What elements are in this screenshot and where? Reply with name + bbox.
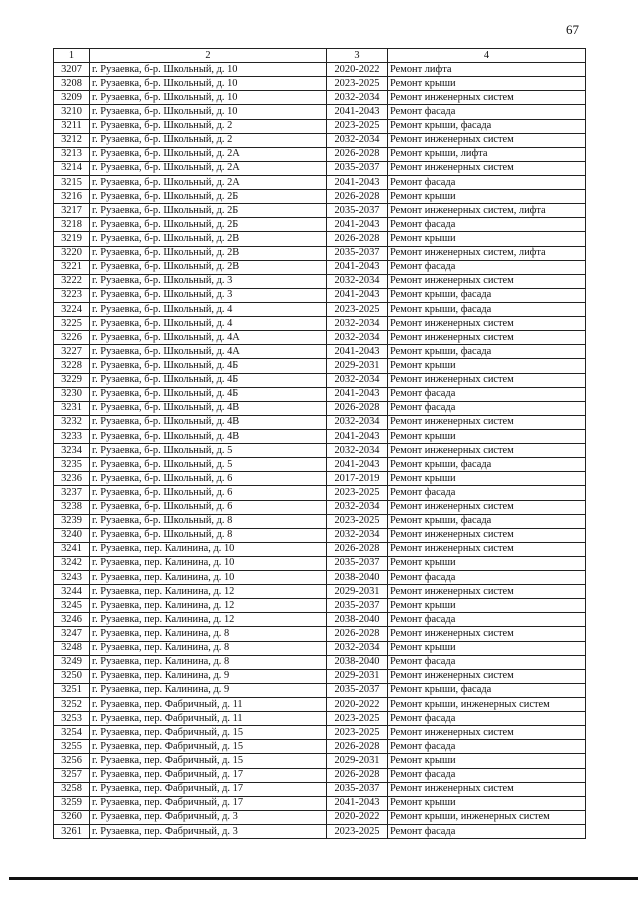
column-header-work: 4 xyxy=(388,49,586,63)
table-row xyxy=(54,274,586,288)
row-work-type: Ремонт инженерных систем xyxy=(388,373,586,387)
column-header-years: 3 xyxy=(327,49,388,63)
row-work-type: Ремонт крыши xyxy=(388,77,586,91)
table-body xyxy=(54,63,586,839)
table-header xyxy=(54,49,586,63)
table-row xyxy=(54,669,586,683)
table-row xyxy=(54,401,586,415)
row-years: 2038-2040 xyxy=(327,613,388,627)
table-row xyxy=(54,190,586,204)
row-address: г. Рузаевка, б-р. Школьный, д. 4А xyxy=(90,331,327,345)
row-work-type: Ремонт крыши, инженерных систем xyxy=(388,698,586,712)
row-work-type: Ремонт лифта xyxy=(388,63,586,77)
row-work-type: Ремонт крыши xyxy=(388,472,586,486)
row-years: 2041-2043 xyxy=(327,260,388,274)
table-row xyxy=(54,345,586,359)
row-number: 3225 xyxy=(54,317,90,331)
row-work-type: Ремонт фасада xyxy=(388,712,586,726)
row-years: 2020-2022 xyxy=(327,810,388,824)
row-work-type: Ремонт инженерных систем xyxy=(388,415,586,429)
table-row xyxy=(54,627,586,641)
row-years: 2023-2025 xyxy=(327,486,388,500)
row-address: г. Рузаевка, б-р. Школьный, д. 5 xyxy=(90,458,327,472)
row-work-type: Ремонт инженерных систем xyxy=(388,669,586,683)
row-address: г. Рузаевка, б-р. Школьный, д. 2 xyxy=(90,119,327,133)
row-number: 3257 xyxy=(54,768,90,782)
row-years: 2029-2031 xyxy=(327,669,388,683)
row-number: 3233 xyxy=(54,429,90,443)
table-row xyxy=(54,585,586,599)
row-address: г. Рузаевка, б-р. Школьный, д. 2 xyxy=(90,133,327,147)
row-work-type: Ремонт фасада xyxy=(388,571,586,585)
table-row xyxy=(54,712,586,726)
row-number: 3240 xyxy=(54,528,90,542)
row-work-type: Ремонт крыши, фасада xyxy=(388,345,586,359)
row-years: 2032-2034 xyxy=(327,444,388,458)
table-row xyxy=(54,740,586,754)
row-work-type: Ремонт фасада xyxy=(388,218,586,232)
table-row xyxy=(54,317,586,331)
row-number: 3249 xyxy=(54,655,90,669)
row-work-type: Ремонт инженерных систем xyxy=(388,444,586,458)
column-header-address: 2 xyxy=(90,49,327,63)
row-work-type: Ремонт фасада xyxy=(388,768,586,782)
row-address: г. Рузаевка, б-р. Школьный, д. 2Б xyxy=(90,190,327,204)
row-years: 2023-2025 xyxy=(327,77,388,91)
row-work-type: Ремонт крыши, фасада xyxy=(388,458,586,472)
row-work-type: Ремонт фасада xyxy=(388,740,586,754)
row-years: 2032-2034 xyxy=(327,641,388,655)
row-address: г. Рузаевка, пер. Калинина, д. 10 xyxy=(90,571,327,585)
row-number: 3241 xyxy=(54,542,90,556)
row-work-type: Ремонт инженерных систем xyxy=(388,542,586,556)
table-row xyxy=(54,782,586,796)
row-years: 2023-2025 xyxy=(327,726,388,740)
row-address: г. Рузаевка, б-р. Школьный, д. 10 xyxy=(90,91,327,105)
row-years: 2035-2037 xyxy=(327,556,388,570)
row-number: 3229 xyxy=(54,373,90,387)
row-years: 2032-2034 xyxy=(327,91,388,105)
table-row xyxy=(54,91,586,105)
row-number: 3237 xyxy=(54,486,90,500)
row-address: г. Рузаевка, б-р. Школьный, д. 2А xyxy=(90,161,327,175)
row-number: 3219 xyxy=(54,232,90,246)
row-number: 3236 xyxy=(54,472,90,486)
page-number: 67 xyxy=(566,22,579,37)
row-address: г. Рузаевка, пер. Фабричный, д. 3 xyxy=(90,825,327,839)
row-number: 3253 xyxy=(54,712,90,726)
row-work-type: Ремонт фасада xyxy=(388,260,586,274)
row-address: г. Рузаевка, пер. Фабричный, д. 17 xyxy=(90,782,327,796)
row-years: 2038-2040 xyxy=(327,571,388,585)
scan-edge-line xyxy=(9,877,638,880)
row-work-type: Ремонт инженерных систем xyxy=(388,91,586,105)
row-address: г. Рузаевка, б-р. Школьный, д. 4 xyxy=(90,317,327,331)
row-number: 3224 xyxy=(54,302,90,316)
row-address: г. Рузаевка, б-р. Школьный, д. 4Б xyxy=(90,387,327,401)
row-years: 2041-2043 xyxy=(327,345,388,359)
row-number: 3231 xyxy=(54,401,90,415)
row-address: г. Рузаевка, б-р. Школьный, д. 10 xyxy=(90,63,327,77)
row-number: 3210 xyxy=(54,105,90,119)
table-row xyxy=(54,444,586,458)
row-work-type: Ремонт инженерных систем xyxy=(388,274,586,288)
table-row xyxy=(54,613,586,627)
row-work-type: Ремонт инженерных систем xyxy=(388,331,586,345)
row-years: 2035-2037 xyxy=(327,599,388,613)
row-address: г. Рузаевка, б-р. Школьный, д. 2В xyxy=(90,260,327,274)
row-years: 2026-2028 xyxy=(327,147,388,161)
row-number: 3254 xyxy=(54,726,90,740)
row-years: 2023-2025 xyxy=(327,712,388,726)
row-work-type: Ремонт инженерных систем xyxy=(388,782,586,796)
row-years: 2038-2040 xyxy=(327,655,388,669)
row-address: г. Рузаевка, б-р. Школьный, д. 4А xyxy=(90,345,327,359)
row-years: 2017-2019 xyxy=(327,472,388,486)
table-row xyxy=(54,359,586,373)
row-address: г. Рузаевка, б-р. Школьный, д. 4В xyxy=(90,415,327,429)
row-work-type: Ремонт крыши, фасада xyxy=(388,302,586,316)
table-row xyxy=(54,105,586,119)
table-row xyxy=(54,514,586,528)
row-address: г. Рузаевка, б-р. Школьный, д. 6 xyxy=(90,472,327,486)
row-years: 2023-2025 xyxy=(327,302,388,316)
table-row xyxy=(54,754,586,768)
row-years: 2020-2022 xyxy=(327,63,388,77)
row-work-type: Ремонт инженерных систем xyxy=(388,161,586,175)
table-row xyxy=(54,796,586,810)
table-row xyxy=(54,542,586,556)
row-number: 3222 xyxy=(54,274,90,288)
row-number: 3232 xyxy=(54,415,90,429)
row-address: г. Рузаевка, б-р. Школьный, д. 4В xyxy=(90,401,327,415)
table-row xyxy=(54,571,586,585)
table-row xyxy=(54,641,586,655)
row-work-type: Ремонт крыши xyxy=(388,556,586,570)
row-number: 3207 xyxy=(54,63,90,77)
table-row xyxy=(54,458,586,472)
row-years: 2032-2034 xyxy=(327,500,388,514)
row-address: г. Рузаевка, пер. Калинина, д. 9 xyxy=(90,683,327,697)
row-work-type: Ремонт фасада xyxy=(388,655,586,669)
repair-schedule-table xyxy=(53,48,586,839)
row-number: 3255 xyxy=(54,740,90,754)
row-address: г. Рузаевка, б-р. Школьный, д. 8 xyxy=(90,514,327,528)
row-number: 3256 xyxy=(54,754,90,768)
row-years: 2035-2037 xyxy=(327,683,388,697)
row-years: 2041-2043 xyxy=(327,796,388,810)
row-years: 2026-2028 xyxy=(327,401,388,415)
row-address: г. Рузаевка, пер. Фабричный, д. 15 xyxy=(90,754,327,768)
column-header-number: 1 xyxy=(54,49,90,63)
row-years: 2026-2028 xyxy=(327,627,388,641)
row-address: г. Рузаевка, пер. Фабричный, д. 17 xyxy=(90,768,327,782)
row-years: 2026-2028 xyxy=(327,542,388,556)
row-years: 2026-2028 xyxy=(327,740,388,754)
row-work-type: Ремонт инженерных систем xyxy=(388,528,586,542)
row-address: г. Рузаевка, б-р. Школьный, д. 2А xyxy=(90,175,327,189)
row-years: 2023-2025 xyxy=(327,825,388,839)
table-row xyxy=(54,698,586,712)
row-address: г. Рузаевка, б-р. Школьный, д. 4Б xyxy=(90,373,327,387)
row-number: 3209 xyxy=(54,91,90,105)
row-number: 3246 xyxy=(54,613,90,627)
row-address: г. Рузаевка, пер. Калинина, д. 10 xyxy=(90,542,327,556)
row-years: 2029-2031 xyxy=(327,585,388,599)
row-years: 2035-2037 xyxy=(327,782,388,796)
row-work-type: Ремонт крыши, фасада xyxy=(388,683,586,697)
row-years: 2041-2043 xyxy=(327,288,388,302)
row-address: г. Рузаевка, б-р. Школьный, д. 6 xyxy=(90,486,327,500)
row-years: 2035-2037 xyxy=(327,161,388,175)
row-years: 2029-2031 xyxy=(327,754,388,768)
row-years: 2032-2034 xyxy=(327,373,388,387)
row-number: 3243 xyxy=(54,571,90,585)
row-address: г. Рузаевка, пер. Калинина, д. 8 xyxy=(90,627,327,641)
row-years: 2023-2025 xyxy=(327,119,388,133)
row-work-type: Ремонт крыши, лифта xyxy=(388,147,586,161)
table-row xyxy=(54,175,586,189)
row-years: 2035-2037 xyxy=(327,246,388,260)
row-work-type: Ремонт крыши xyxy=(388,641,586,655)
row-address: г. Рузаевка, б-р. Школьный, д. 10 xyxy=(90,77,327,91)
table-row xyxy=(54,599,586,613)
row-years: 2032-2034 xyxy=(327,331,388,345)
row-address: г. Рузаевка, б-р. Школьный, д. 2В xyxy=(90,232,327,246)
table-row xyxy=(54,655,586,669)
row-address: г. Рузаевка, пер. Калинина, д. 12 xyxy=(90,613,327,627)
row-address: г. Рузаевка, б-р. Школьный, д. 3 xyxy=(90,274,327,288)
row-number: 3208 xyxy=(54,77,90,91)
row-years: 2041-2043 xyxy=(327,105,388,119)
row-number: 3228 xyxy=(54,359,90,373)
table-row xyxy=(54,472,586,486)
row-work-type: Ремонт фасада xyxy=(388,105,586,119)
row-number: 3220 xyxy=(54,246,90,260)
row-work-type: Ремонт инженерных систем xyxy=(388,585,586,599)
row-work-type: Ремонт крыши xyxy=(388,754,586,768)
row-address: г. Рузаевка, б-р. Школьный, д. 8 xyxy=(90,528,327,542)
row-address: г. Рузаевка, пер. Калинина, д. 10 xyxy=(90,556,327,570)
row-number: 3251 xyxy=(54,683,90,697)
row-years: 2041-2043 xyxy=(327,387,388,401)
row-number: 3234 xyxy=(54,444,90,458)
row-address: г. Рузаевка, пер. Фабричный, д. 15 xyxy=(90,740,327,754)
table-row xyxy=(54,119,586,133)
table-row xyxy=(54,810,586,824)
table-row xyxy=(54,415,586,429)
row-number: 3227 xyxy=(54,345,90,359)
row-work-type: Ремонт инженерных систем xyxy=(388,317,586,331)
row-years: 2032-2034 xyxy=(327,528,388,542)
row-years: 2026-2028 xyxy=(327,232,388,246)
table-row xyxy=(54,204,586,218)
row-number: 3250 xyxy=(54,669,90,683)
row-number: 3235 xyxy=(54,458,90,472)
table-row xyxy=(54,161,586,175)
row-address: г. Рузаевка, пер. Калинина, д. 12 xyxy=(90,585,327,599)
row-work-type: Ремонт фасада xyxy=(388,486,586,500)
row-work-type: Ремонт крыши xyxy=(388,190,586,204)
row-address: г. Рузаевка, б-р. Школьный, д. 4В xyxy=(90,429,327,443)
row-years: 2035-2037 xyxy=(327,204,388,218)
table-row xyxy=(54,768,586,782)
row-work-type: Ремонт крыши xyxy=(388,796,586,810)
table-row xyxy=(54,486,586,500)
row-years: 2032-2034 xyxy=(327,274,388,288)
row-address: г. Рузаевка, б-р. Школьный, д. 4 xyxy=(90,302,327,316)
row-work-type: Ремонт фасада xyxy=(388,825,586,839)
row-years: 2032-2034 xyxy=(327,317,388,331)
row-address: г. Рузаевка, пер. Калинина, д. 8 xyxy=(90,641,327,655)
row-number: 3242 xyxy=(54,556,90,570)
row-address: г. Рузаевка, б-р. Школьный, д. 10 xyxy=(90,105,327,119)
row-number: 3238 xyxy=(54,500,90,514)
row-address: г. Рузаевка, пер. Калинина, д. 8 xyxy=(90,655,327,669)
row-work-type: Ремонт инженерных систем, лифта xyxy=(388,246,586,260)
row-address: г. Рузаевка, б-р. Школьный, д. 2А xyxy=(90,147,327,161)
row-work-type: Ремонт фасада xyxy=(388,401,586,415)
header-row xyxy=(54,49,586,63)
row-work-type: Ремонт инженерных систем xyxy=(388,627,586,641)
row-work-type: Ремонт крыши, фасада xyxy=(388,514,586,528)
row-address: г. Рузаевка, пер. Фабричный, д. 11 xyxy=(90,712,327,726)
row-number: 3215 xyxy=(54,175,90,189)
table-row xyxy=(54,133,586,147)
row-address: г. Рузаевка, пер. Калинина, д. 12 xyxy=(90,599,327,613)
row-number: 3247 xyxy=(54,627,90,641)
row-address: г. Рузаевка, б-р. Школьный, д. 2Б xyxy=(90,204,327,218)
row-years: 2032-2034 xyxy=(327,133,388,147)
row-work-type: Ремонт крыши, инженерных систем xyxy=(388,810,586,824)
row-years: 2029-2031 xyxy=(327,359,388,373)
row-years: 2041-2043 xyxy=(327,429,388,443)
row-address: г. Рузаевка, б-р. Школьный, д. 3 xyxy=(90,288,327,302)
row-number: 3244 xyxy=(54,585,90,599)
row-number: 3216 xyxy=(54,190,90,204)
row-address: г. Рузаевка, пер. Фабричный, д. 3 xyxy=(90,810,327,824)
row-years: 2041-2043 xyxy=(327,458,388,472)
table-row xyxy=(54,387,586,401)
row-number: 3212 xyxy=(54,133,90,147)
row-address: г. Рузаевка, б-р. Школьный, д. 4Б xyxy=(90,359,327,373)
row-address: г. Рузаевка, б-р. Школьный, д. 5 xyxy=(90,444,327,458)
row-work-type: Ремонт инженерных систем xyxy=(388,133,586,147)
row-work-type: Ремонт крыши xyxy=(388,232,586,246)
table-row xyxy=(54,429,586,443)
table-row xyxy=(54,288,586,302)
row-years: 2026-2028 xyxy=(327,768,388,782)
row-number: 3223 xyxy=(54,288,90,302)
row-number: 3213 xyxy=(54,147,90,161)
table-row xyxy=(54,218,586,232)
table-row xyxy=(54,260,586,274)
row-work-type: Ремонт крыши xyxy=(388,599,586,613)
row-address: г. Рузаевка, пер. Фабричный, д. 15 xyxy=(90,726,327,740)
row-work-type: Ремонт крыши, фасада xyxy=(388,119,586,133)
row-number: 3258 xyxy=(54,782,90,796)
row-number: 3239 xyxy=(54,514,90,528)
row-address: г. Рузаевка, б-р. Школьный, д. 2Б xyxy=(90,218,327,232)
row-address: г. Рузаевка, б-р. Школьный, д. 2В xyxy=(90,246,327,260)
row-years: 2032-2034 xyxy=(327,415,388,429)
row-years: 2023-2025 xyxy=(327,514,388,528)
table-row xyxy=(54,246,586,260)
row-work-type: Ремонт крыши xyxy=(388,429,586,443)
row-years: 2041-2043 xyxy=(327,175,388,189)
row-address: г. Рузаевка, пер. Калинина, д. 9 xyxy=(90,669,327,683)
table-row xyxy=(54,63,586,77)
table-row xyxy=(54,77,586,91)
table-row xyxy=(54,726,586,740)
table-row xyxy=(54,147,586,161)
table-row xyxy=(54,373,586,387)
row-years: 2026-2028 xyxy=(327,190,388,204)
row-number: 3226 xyxy=(54,331,90,345)
row-years: 2020-2022 xyxy=(327,698,388,712)
row-number: 3260 xyxy=(54,810,90,824)
row-work-type: Ремонт фасада xyxy=(388,387,586,401)
row-work-type: Ремонт фасада xyxy=(388,175,586,189)
row-number: 3259 xyxy=(54,796,90,810)
row-years: 2041-2043 xyxy=(327,218,388,232)
table-row xyxy=(54,556,586,570)
table-row xyxy=(54,528,586,542)
row-work-type: Ремонт фасада xyxy=(388,613,586,627)
row-number: 3248 xyxy=(54,641,90,655)
row-number: 3245 xyxy=(54,599,90,613)
table-row xyxy=(54,500,586,514)
row-number: 3218 xyxy=(54,218,90,232)
row-number: 3214 xyxy=(54,161,90,175)
row-number: 3221 xyxy=(54,260,90,274)
table-row xyxy=(54,331,586,345)
row-number: 3211 xyxy=(54,119,90,133)
row-work-type: Ремонт крыши, фасада xyxy=(388,288,586,302)
row-number: 3217 xyxy=(54,204,90,218)
row-number: 3252 xyxy=(54,698,90,712)
row-work-type: Ремонт инженерных систем xyxy=(388,500,586,514)
row-number: 3261 xyxy=(54,825,90,839)
table-row xyxy=(54,683,586,697)
row-work-type: Ремонт инженерных систем, лифта xyxy=(388,204,586,218)
table-row xyxy=(54,302,586,316)
row-work-type: Ремонт крыши xyxy=(388,359,586,373)
row-number: 3230 xyxy=(54,387,90,401)
table-row xyxy=(54,232,586,246)
row-address: г. Рузаевка, пер. Фабричный, д. 17 xyxy=(90,796,327,810)
row-work-type: Ремонт инженерных систем xyxy=(388,726,586,740)
row-address: г. Рузаевка, б-р. Школьный, д. 6 xyxy=(90,500,327,514)
table-row xyxy=(54,825,586,839)
row-address: г. Рузаевка, пер. Фабричный, д. 11 xyxy=(90,698,327,712)
